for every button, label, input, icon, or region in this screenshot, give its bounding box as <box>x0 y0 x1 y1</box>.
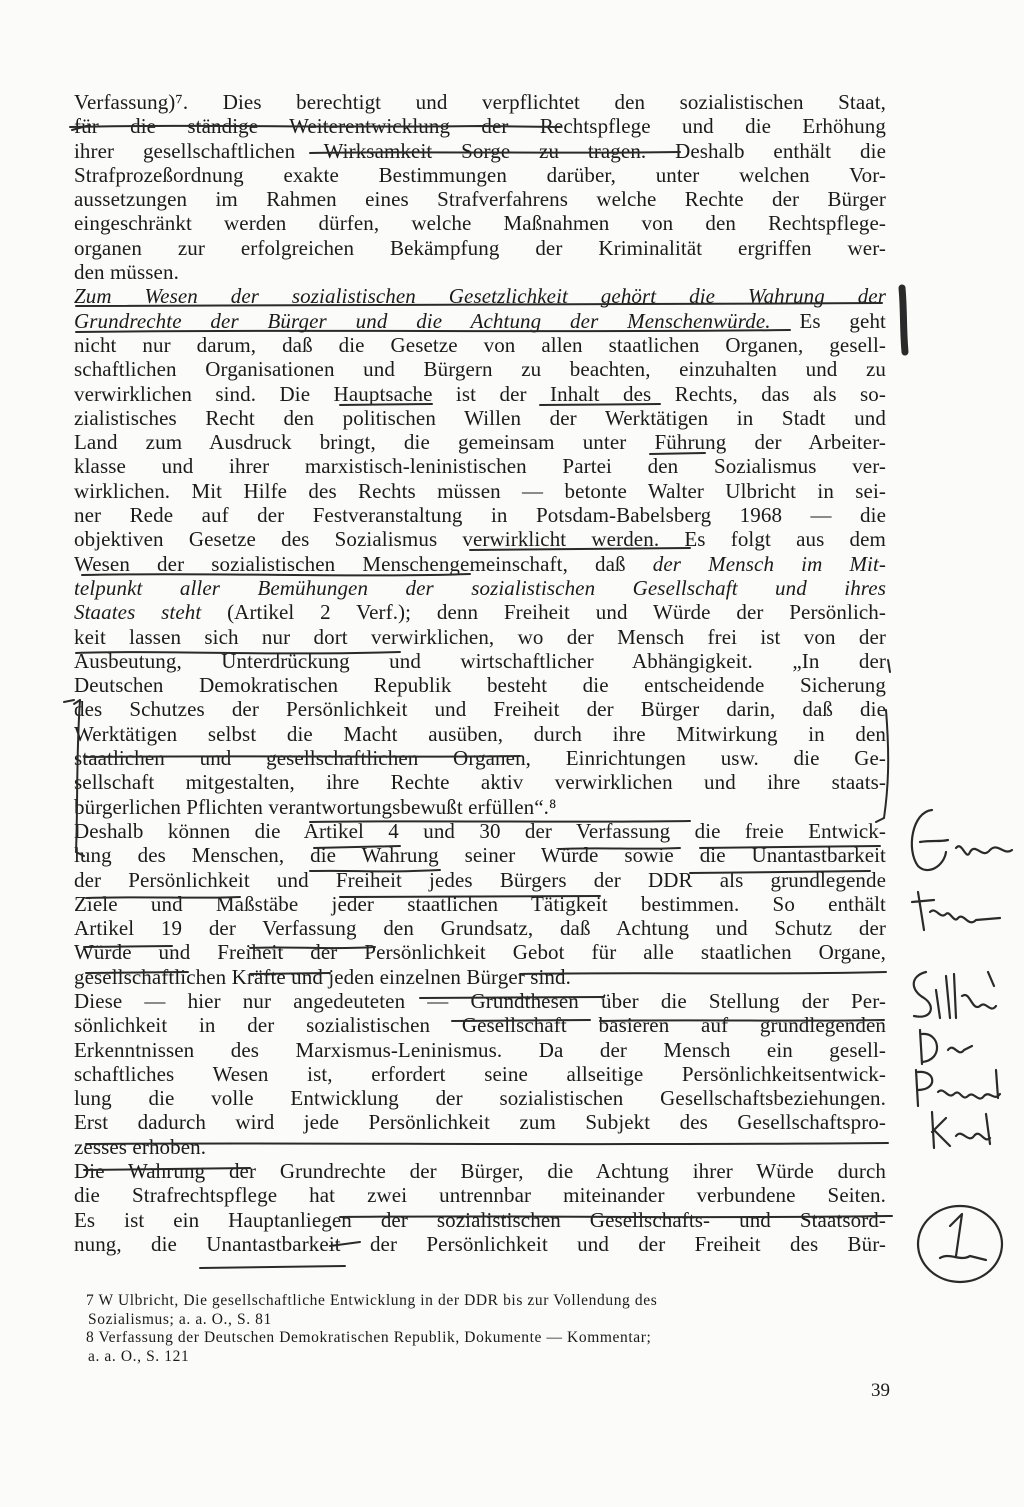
text-line: Die Wahrung der Grundrechte der Bürger, die Achtung ihrer Würde durch <box>74 1159 886 1184</box>
circle-mark <box>918 1206 1002 1282</box>
text-line: Erkenntnissen des Marxismus-Leninismus. Da der Mensch ein gesell- <box>74 1037 886 1062</box>
text-line: verwirklichen sind. Die Hauptsache ist der Inhalt des Rechts, das als so- <box>74 381 886 406</box>
text-line: nicht nur darum, daß die Gesetze von allen staatlichen Organen, gesell- <box>74 332 886 357</box>
italic-text-line: Zum Wesen der sozialistischen Gesetzlichkeit gehört die Wahrung der <box>74 284 886 309</box>
text-line-mixed <box>74 552 886 576</box>
text-line: Deshalb können die Artikel 4 und 30 der Verfassung die freie Entwick- <box>74 818 886 843</box>
text-line: sönlichkeit in der sozialistischen Gesellschaft basieren auf grundlegenden <box>74 1013 886 1038</box>
text-line: die Strafrechtspflege hat zwei untrennbar miteinander verbundene Seiten. <box>74 1183 886 1208</box>
handwritten-word <box>920 1030 972 1064</box>
footnote-line: 8 Verfassung der Deutschen Demokratischen Republik, Dokumente — Kommentar; <box>86 1329 652 1346</box>
text-line: sellschaft mitgestalten, ihre Rechte aktiv verwirklichen und ihre staats- <box>74 770 886 795</box>
handwritten-word <box>912 810 948 870</box>
text-line: ner Rede auf der Festveranstaltung in Potsdam-Babelsberg 1968 — die <box>74 503 886 528</box>
text-line: Es ist ein Hauptanliegen der sozialistischen Gesellschafts- und Staatsord- <box>74 1207 886 1232</box>
bracket-mark <box>888 660 890 672</box>
text-line: schaftliches Wesen ist, erfordert seine allseitige Persönlichkeitsentwick- <box>74 1061 886 1086</box>
text-line: Würde und Freiheit der Persönlichkeit Gebot für alle staatlichen Organe, <box>74 940 886 965</box>
text-line: Strafprozeßordnung exakte Bestimmungen darüber, unter welchen Vor- <box>74 162 886 187</box>
bracket-mark <box>64 700 74 702</box>
text-line: nung, die Unantastbarkeit der Persönlichkeit und der Freiheit des Bür- <box>74 1231 886 1256</box>
text-line: aussetzungen im Rahmen eines Strafverfahrens welche Rechte der Bürger <box>74 187 886 212</box>
text-line: Diese — hier nur angedeuteten — Grundthesen über die Stellung der Per- <box>74 988 886 1013</box>
text-line: zesses erhoben. <box>74 1134 207 1159</box>
text-line: wirklichen. Mit Hilfe des Rechts müssen — betonte Walter Ulbricht in sei- <box>74 478 886 503</box>
text-line: bürgerlichen Pflichten verantwortungsbewußt erfüllen“.⁸ <box>74 794 557 819</box>
text-line: für die ständige Weiterentwicklung der Rechtspflege und die Erhöhung <box>74 114 886 139</box>
text-segment: (Artikel 2 Verf.); denn Freiheit und Würde der Persönlich- <box>227 600 886 625</box>
margin-bar <box>902 288 905 352</box>
text-line: eingeschränkt werden dürfen, welche Maßnahmen von den Rechtspflege- <box>74 211 886 236</box>
text-line: klasse und ihrer marxistisch-leninistischen Partei den Sozialismus ver- <box>74 454 886 479</box>
margin-bar-mark <box>902 288 905 352</box>
text-line: lung des Menschen, die Wahrung seiner Würde sowie die Unantastbarkeit <box>74 843 886 868</box>
text-line: Deutschen Demokratischen Republik besteht die entscheidende Sicherung <box>74 673 886 698</box>
page-number: 39 <box>871 1380 890 1401</box>
margin-handwriting <box>912 810 1012 1282</box>
footnote-line: Sozialismus; a. a. O., S. 81 <box>88 1310 272 1328</box>
text-line: keit lassen sich nur dort verwirklichen, wo der Mensch frei ist von der <box>74 624 886 649</box>
text-line: schaftlichen Organisationen und Bürgern zu beachten, einzuhalten und zu <box>74 357 886 382</box>
text-line-mixed <box>74 309 886 333</box>
footnote-line: 7 W Ulbricht, Die gesellschaftliche Entwicklung in der DDR bis zur Vollendung des <box>86 1292 658 1309</box>
text-segment: Wesen der sozialistischen Menschengemeinschaft, daß <box>74 551 626 576</box>
handwritten-word <box>912 892 1000 930</box>
italic-segment: Staates steht <box>74 600 202 625</box>
text-line: lung die volle Entwicklung der sozialistischen Gesellschaftsbeziehungen. <box>74 1086 886 1111</box>
text-line: Werktätigen selbst die Macht ausüben, durch ihre Mitwirkung in den <box>74 721 886 746</box>
text-line: organen zur erfolgreichen Bekämpfung der Kriminalität ergriffen wer- <box>74 235 886 260</box>
text-line: Ausbeutung, Unterdrückung und wirtschaftlicher Abhängigkeit. „In der <box>74 648 886 673</box>
text-line: objektiven Gesetze des Sozialismus verwirklicht werden. Es folgt aus dem <box>74 527 886 552</box>
text-line: ihrer gesellschaftlichen Wirksamkeit Sorge zu tragen. Deshalb enthält die <box>74 138 886 163</box>
body-text <box>74 90 886 1256</box>
handwritten-word <box>932 1112 990 1148</box>
underline-mark <box>200 1266 345 1268</box>
footnote-line: a. a. O., S. 121 <box>88 1347 190 1365</box>
text-line: Verfassung)⁷. Dies berechtigt und verpflichtet den sozialistischen Staat, <box>74 90 886 114</box>
text-segment: Es geht <box>799 308 886 333</box>
italic-segment: der Mensch im Mit- <box>652 551 887 576</box>
handwritten-word <box>914 972 996 1018</box>
text-line: Ziele und Maßstäbe jeder staatlichen Tätigkeit bestimmen. So enthält <box>74 891 886 916</box>
handwritten-word <box>940 1214 986 1260</box>
text-line: Artikel 19 der Verfassung den Grundsatz, daß Achtung und Schutz der <box>74 916 886 941</box>
text-line: zialistisches Recht den politischen Willen der Werktätigen in Stadt und <box>74 405 886 430</box>
text-line: der Persönlichkeit und Freiheit jedes Bürgers der DDR als grundlegende <box>74 867 886 892</box>
text-line: gesellschaftlichen Kräfte und jeden einzelnen Bürger sind. <box>74 964 571 989</box>
text-line: des Schutzes der Persönlichkeit und Freiheit der Bürger darin, daß die <box>74 697 886 722</box>
handwritten-word <box>956 846 1012 854</box>
italic-text-line: telpunkt aller Bemühungen der sozialistischen Gesellschaft und ihres <box>74 575 886 600</box>
footnotes <box>86 1292 886 1366</box>
text-line: Erst dadurch wird jede Persönlichkeit zum Subjekt des Gesellschaftspro- <box>74 1110 886 1135</box>
handwritten-word <box>916 1070 1000 1106</box>
text-line: den müssen. <box>74 260 179 285</box>
text-line: staatlichen und gesellschaftlichen Organen, Einrichtungen usw. die Ge- <box>74 746 886 771</box>
text-line: Land zum Ausdruck bringt, die gemeinsam unter Führung der Arbeiter- <box>74 430 886 455</box>
italic-segment: Grundrechte der Bürger und die Achtung der Menschenwürde. <box>74 308 771 333</box>
text-line-mixed <box>74 600 886 624</box>
